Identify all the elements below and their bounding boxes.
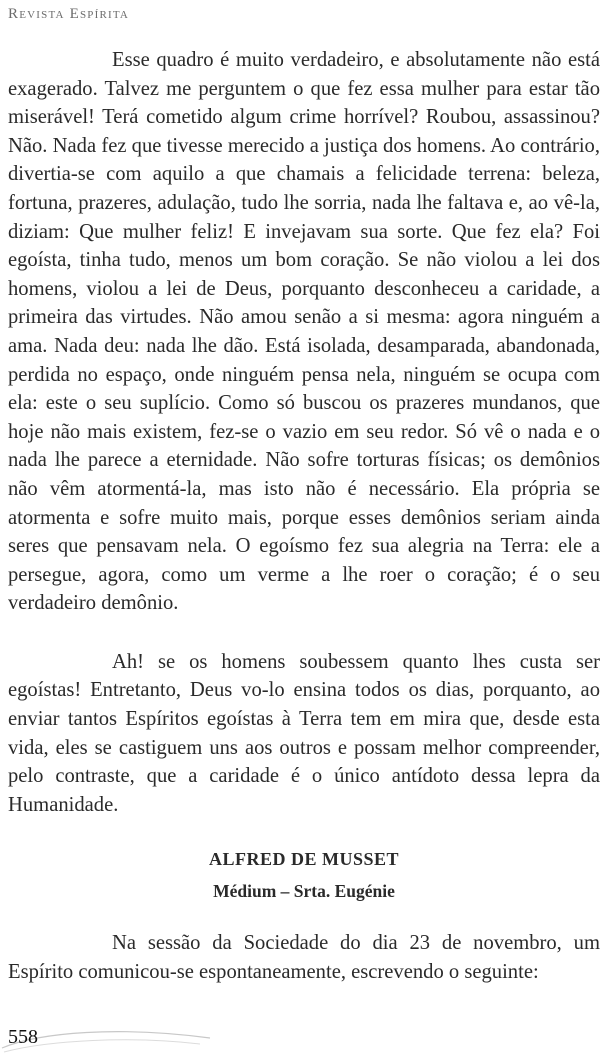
signature-author: ALFRED DE MUSSET xyxy=(208,849,400,870)
page-body xyxy=(8,46,600,987)
intro-paragraph: Na sessão da Sociedade do dia 23 de novembro, um Espírito comunicou-se espontaneamente, escrevendo o seguinte: xyxy=(8,932,600,984)
paragraph-1: Esse quadro é muito verdadeiro, e absolutamente não está exagerado. Talvez me perguntem o que fez essa mulher para estar tão miserável! Terá cometido algum crime horrível? Roubou, assassinou? Não. Nada fez que tivesse merecido a justiça dos homens. Ao contrário, divertia-se com aquilo a que chamais a felicidade terrena: beleza, fortuna, prazeres, adulação, tudo lhe sorria, nada lhe faltava e, ao vê-la, diziam: Que mulher feliz! E invejavam sua sorte. Que fez ela? Foi egoísta, tinha tudo, menos um bom coração. Se não violou a lei dos homens, violou a lei de Deus, porquanto desconheceu a caridade, a primeira das virtudes. Não amou senão a si mesma: agora ninguém a ama. Nada deu: nada lhe dão. Está isolada, desamparada, abandonada, perdida no espaço, onde ninguém pensa nela, ninguém se ocupa com ela: este o seu suplício. Como só buscou os prazeres mundanos, que hoje não mais existem, fez-se o vazio em seu redor. Só vê o nada e o nada lhe parece a eternidade. Não sofre torturas físicas; os demônios não vêm atormentá-la, mas isto não é necessário. Ela própria se atormenta e sofre muito mais, porque esses demônios seriam ainda seres que pensavam nela. O egoísmo fez sua alegria na Terra: ele a persegue, agora, como um verme a lhe roer o coração; é o seu verdadeiro demônio. xyxy=(8,49,600,615)
paragraph-2: Ah! se os homens soubessem quanto lhes custa ser egoístas! Entretanto, Deus vo-lo ensina todos os dias, porquanto, ao enviar tantos Espíritos egoístas à Terra tem em mira que, desde esta vida, eles se castiguem uns aos outros e possam melhor compreender, pelo contraste, que a caridade é o único antídoto dessa lepra da Humanidade. xyxy=(8,650,600,816)
running-head-title: Revista Espírita xyxy=(8,6,130,22)
page-number: 558 xyxy=(8,1026,38,1048)
paragraph-spacer xyxy=(8,618,600,648)
signature-medium: Médium – Srta. Eugénie xyxy=(213,881,395,902)
